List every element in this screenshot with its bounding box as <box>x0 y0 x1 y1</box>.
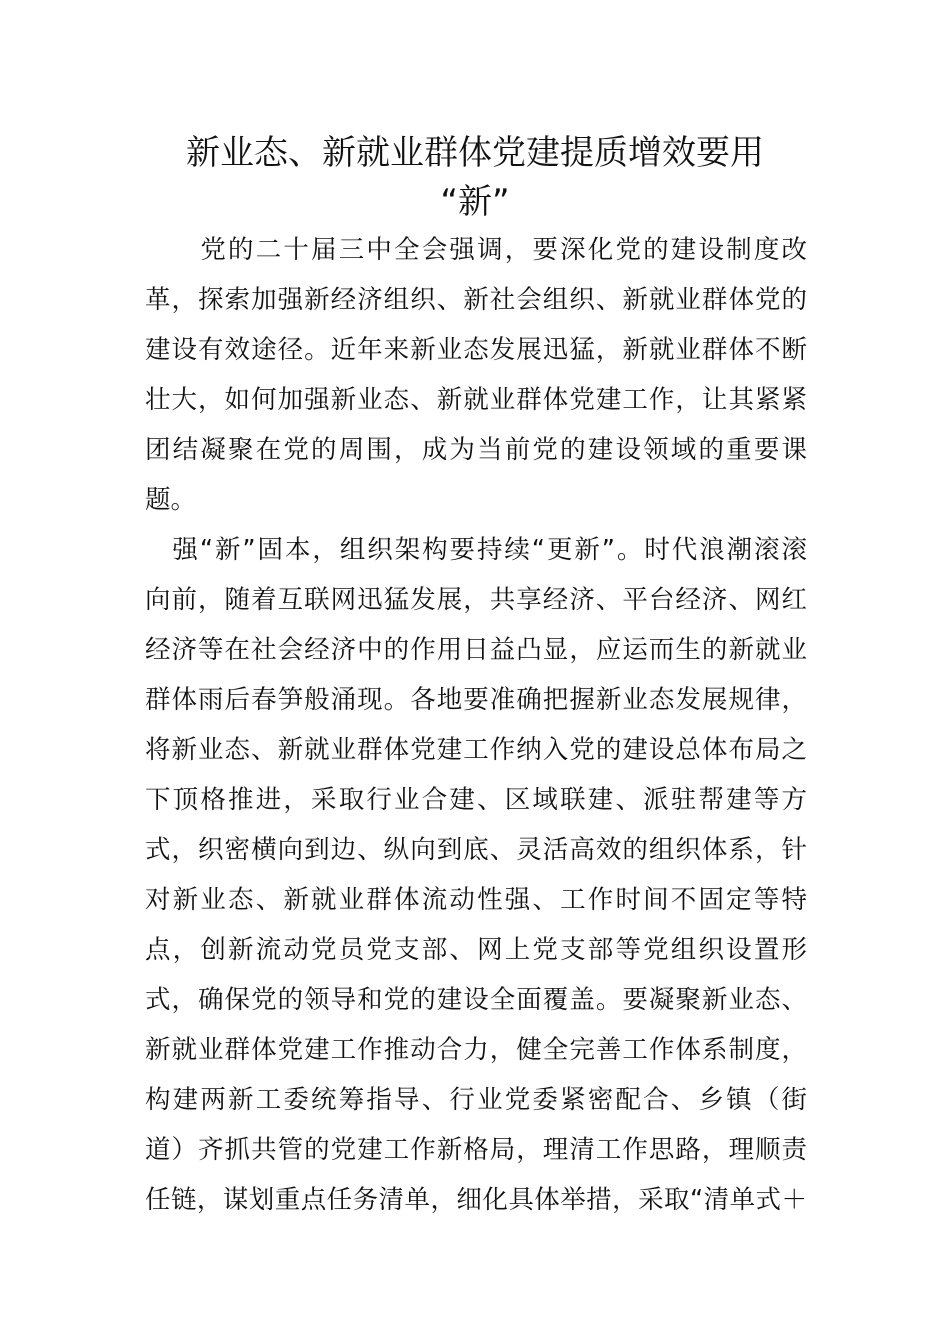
body-text-line: 式，织密横向到边、纵向到底、灵活高效的组织体系，针 <box>145 835 807 865</box>
body-text-line: 强“新”固本，组织架构要持续“更新”。时代浪潮滚滚 <box>145 535 807 565</box>
body-text-line: 将新业态、新就业群体党建工作纳入党的建设总体布局之 <box>145 735 807 765</box>
body-text-line: 团结凝聚在党的周围，成为当前党的建设领域的重要课 <box>145 435 807 465</box>
body-text-line: 向前，随着互联网迅猛发展，共享经济、平台经济、网红 <box>145 585 807 615</box>
body-text-line: 点，创新流动党员党支部、网上党支部等党组织设置形 <box>145 935 807 965</box>
body-text-line: 建设有效途径。近年来新业态发展迅猛，新就业群体不断 <box>145 335 807 365</box>
body-text-line: 题。 <box>145 485 197 515</box>
body-text-line: 革，探索加强新经济组织、新社会组织、新就业群体党的 <box>145 285 807 315</box>
document-title-line-2: “新” <box>440 182 510 222</box>
body-text-line: 下顶格推进，采取行业合建、区域联建、派驻帮建等方 <box>145 785 807 815</box>
document-title-line-1: 新业态、新就业群体党建提质增效要用 <box>186 133 764 173</box>
body-text-line: 经济等在社会经济中的作用日益凸显，应运而生的新就业 <box>145 635 807 665</box>
body-text-line: 对新业态、新就业群体流动性强、工作时间不固定等特 <box>145 885 807 915</box>
body-text-line: 式，确保党的领导和党的建设全面覆盖。要凝聚新业态、 <box>145 985 807 1015</box>
body-text-line: 任链，谋划重点任务清单，细化具体举措，采取“清单式＋ <box>145 1185 807 1215</box>
body-text-line: 壮大，如何加强新业态、新就业群体党建工作，让其紧紧 <box>145 385 807 415</box>
body-text-line: 群体雨后春笋般涌现。各地要准确把握新业态发展规律， <box>145 685 807 715</box>
body-text-line: 新就业群体党建工作推动合力，健全完善工作体系制度， <box>145 1035 807 1065</box>
body-text-line: 党的二十届三中全会强调，要深化党的建设制度改 <box>145 235 807 265</box>
body-text-line: 构建两新工委统筹指导、行业党委紧密配合、乡镇（街 <box>145 1085 807 1115</box>
body-text-line: 道）齐抓共管的党建工作新格局，理清工作思路，理顺责 <box>145 1135 807 1165</box>
